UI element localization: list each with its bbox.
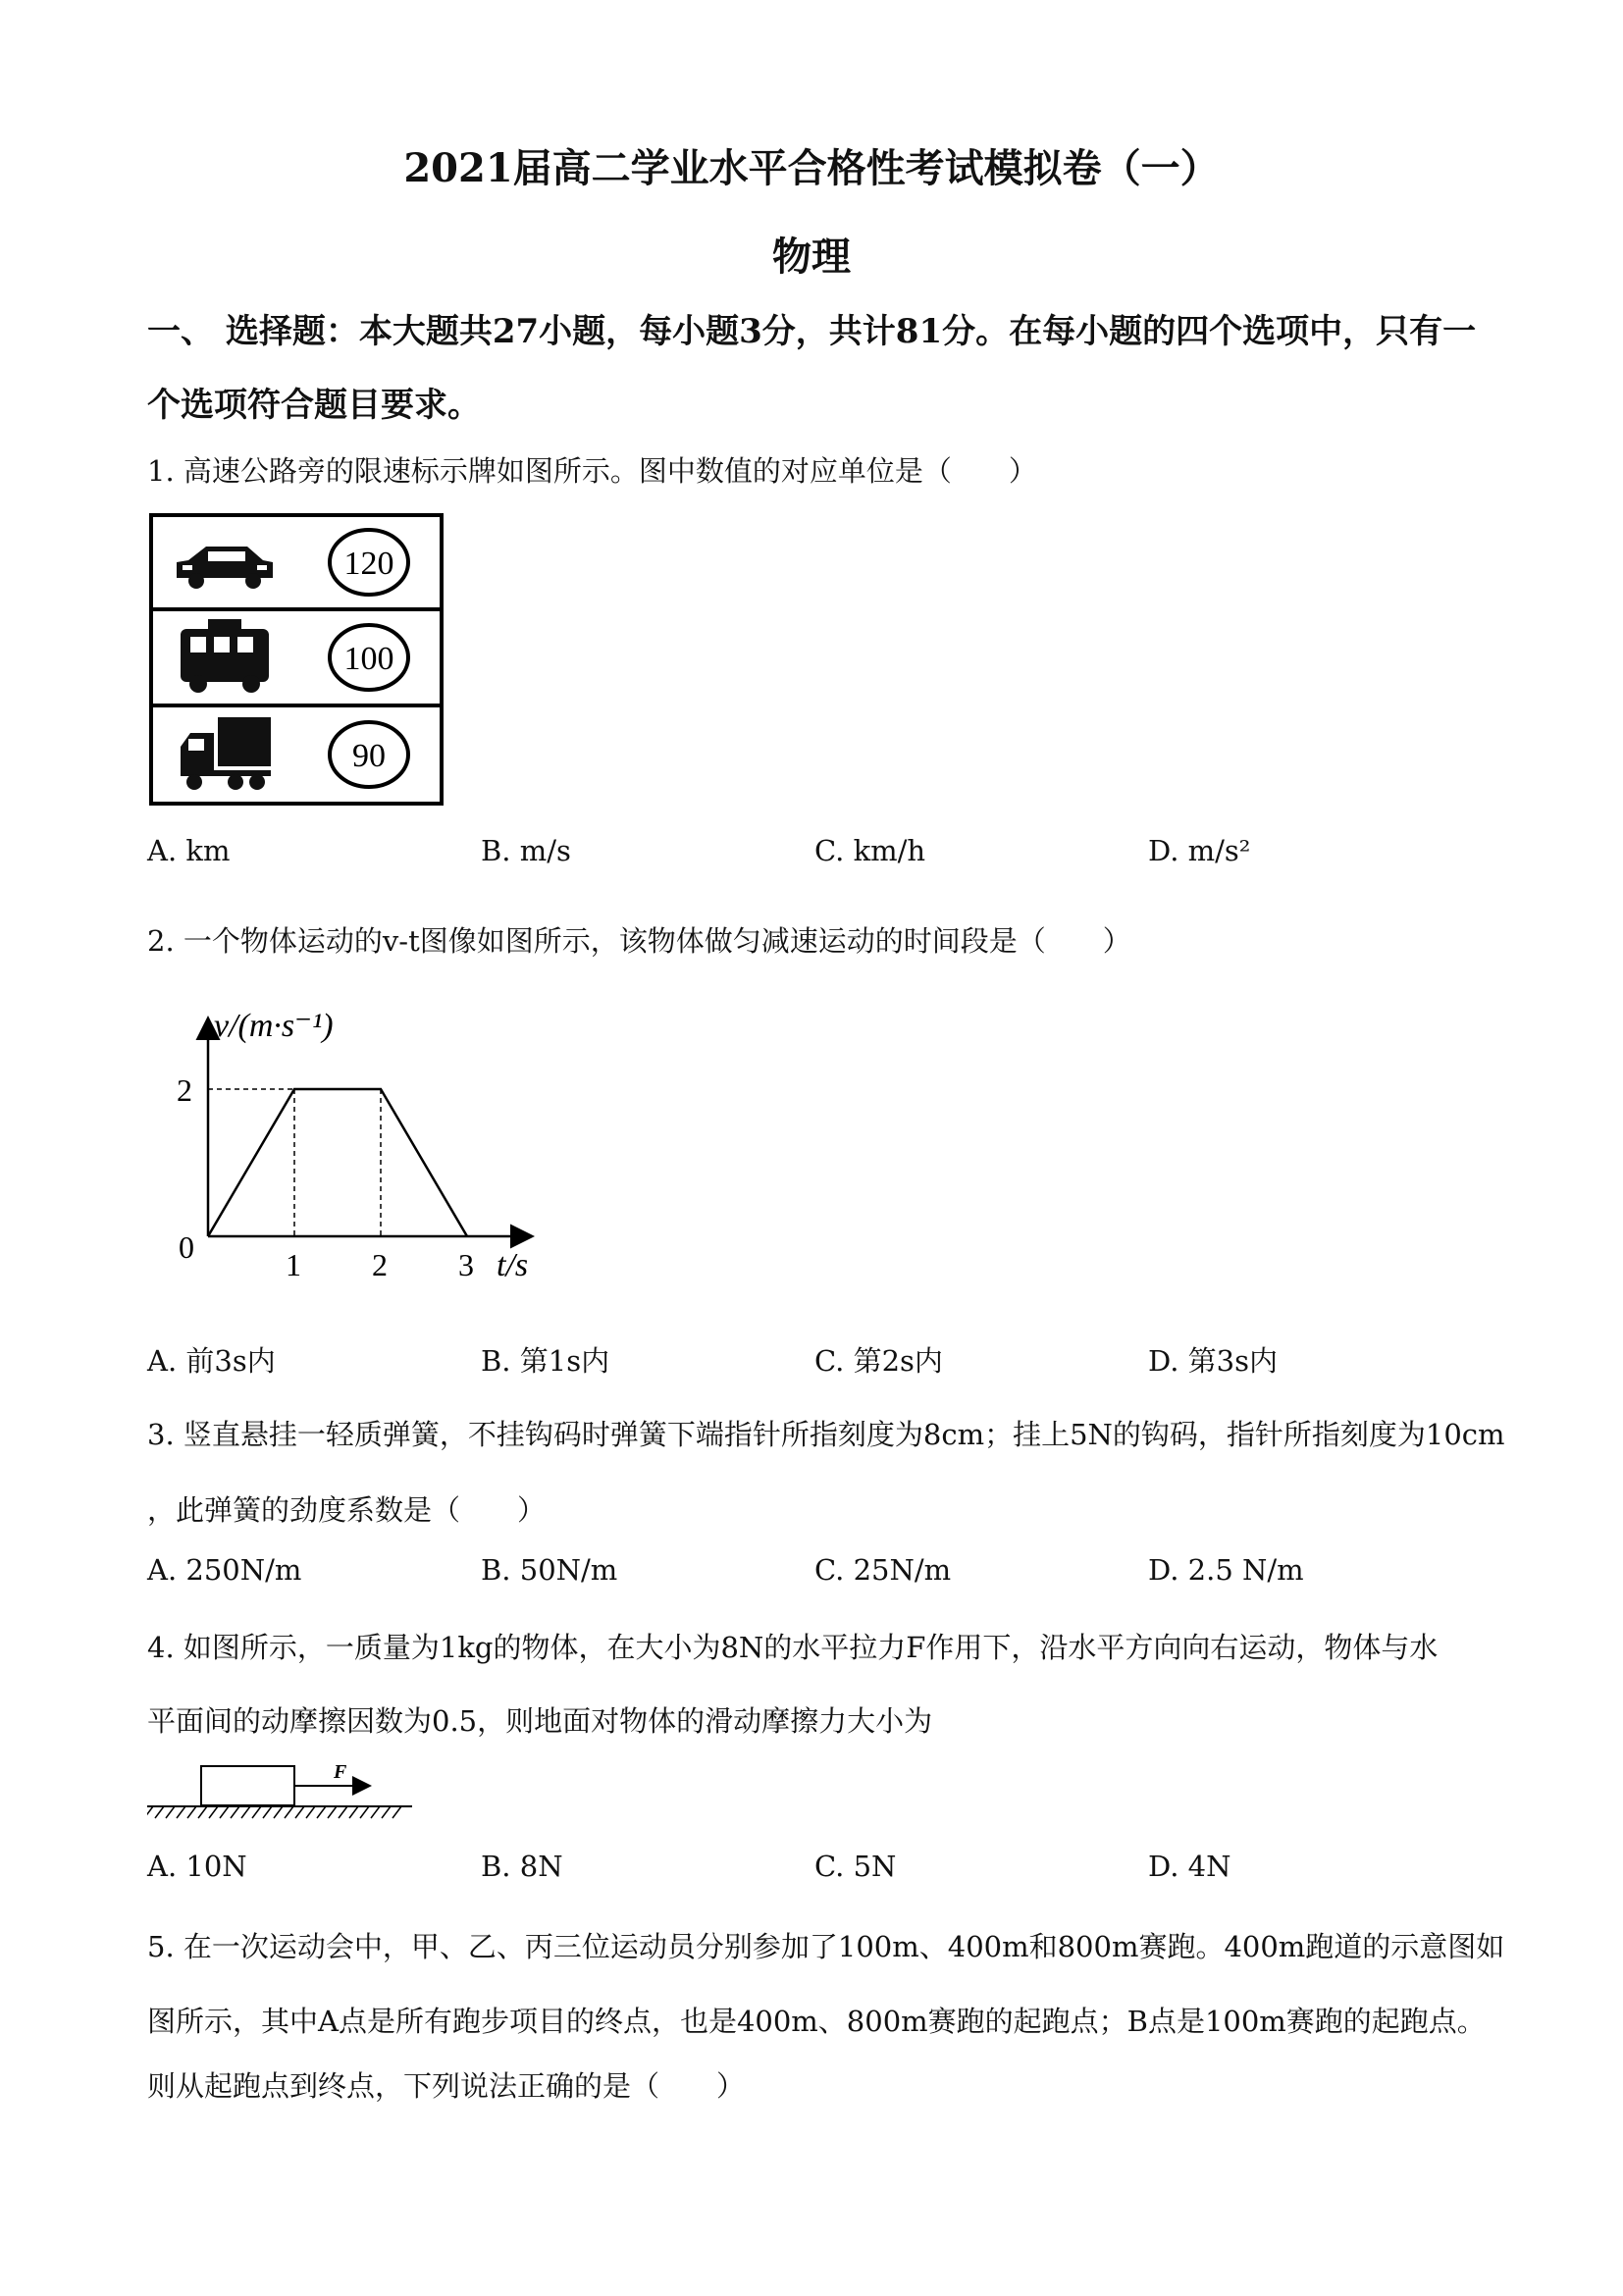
hatch-mark [339, 1806, 347, 1818]
question-3-line1: 3. 竖直悬挂一轻质弹簧，不挂钩码时弹簧下端指针所指刻度为8cm；挂上5N的钩码，指针所指刻度为10cm [147, 1418, 1505, 1451]
y-tick-label: 2 [177, 1072, 192, 1108]
q2-option-b[interactable]: B. 第1s内 [481, 1344, 610, 1378]
vt-chart [157, 1001, 569, 1295]
question-5-line2: 图所示，其中A点是所有跑步项目的终点，也是400m、800m赛跑的起跑点；B点是100m赛跑的起跑点。 [147, 2005, 1486, 2038]
hatch-mark [295, 1806, 304, 1818]
x-axis-label: t/s [497, 1247, 529, 1283]
hatch-mark [220, 1806, 229, 1818]
hatch-mark [155, 1806, 164, 1818]
block [201, 1766, 294, 1805]
question-4-line1: 4. 如图所示，一质量为1kg的物体，在大小为8N的水平拉力F作用下，沿水平方向向右运动，物体与水 [147, 1631, 1439, 1664]
q3-option-c[interactable]: C. 25N/m [814, 1553, 952, 1587]
hatch-mark [393, 1806, 401, 1818]
question-5-line1: 5. 在一次运动会中，甲、乙、丙三位运动员分别参加了100m、400m和800m赛跑。400m跑道的示意图如 [147, 1930, 1505, 1963]
hatch-mark [349, 1806, 358, 1818]
q2-option-c[interactable]: C. 第2s内 [814, 1344, 943, 1378]
hatch-mark [274, 1806, 283, 1818]
question-5-line3: 则从起跑点到终点，下列说法正确的是（ ） [147, 2069, 746, 2103]
q3-option-b[interactable]: B. 50N/m [481, 1553, 618, 1587]
ground-hatching [147, 1806, 401, 1818]
hatch-mark [209, 1806, 218, 1818]
force-label: F [334, 1761, 347, 1783]
x-tick-label: 1 [286, 1247, 301, 1282]
hatch-mark [285, 1806, 293, 1818]
speed-limit-90-text: 90 [352, 738, 386, 774]
section-heading-line2: 个选项符合题目要求。 [147, 386, 481, 425]
hatch-mark [317, 1806, 326, 1818]
hatch-mark [371, 1806, 380, 1818]
hatch-mark [306, 1806, 315, 1818]
question-2-text: 2. 一个物体运动的v-t图像如图所示，该物体做匀减速运动的时间段是（ ） [147, 924, 1131, 958]
q2-option-d[interactable]: D. 第3s内 [1148, 1344, 1278, 1378]
hatch-mark [198, 1806, 207, 1818]
bus-icon [181, 619, 269, 693]
q2-option-a[interactable]: A. 前3s内 [147, 1344, 276, 1378]
q4-option-c[interactable]: C. 5N [814, 1850, 897, 1883]
hatch-mark [147, 1806, 153, 1818]
vt-series-line [208, 1089, 467, 1236]
hatch-mark [328, 1806, 337, 1818]
question-1-text: 1. 高速公路旁的限速标示牌如图所示。图中数值的对应单位是（ ） [147, 454, 1037, 488]
page-title: 2021届高二学业水平合格性考试模拟卷（一） [403, 145, 1220, 191]
hatch-mark [252, 1806, 261, 1818]
origin-label: 0 [179, 1229, 194, 1265]
hatch-mark [231, 1806, 239, 1818]
y-axis-label: v/(m·s⁻¹) [214, 1008, 334, 1044]
x-tick-label: 2 [372, 1247, 388, 1282]
speed-limit-100-text: 100 [343, 641, 394, 677]
hatch-mark [177, 1806, 185, 1818]
q1-option-a[interactable]: A. km [147, 834, 231, 867]
question-3-line2: ，此弹簧的劲度系数是（ ） [147, 1493, 547, 1527]
speed-limit-120-text: 120 [343, 546, 394, 582]
hatch-mark [360, 1806, 369, 1818]
q3-option-d[interactable]: D. 2.5 N/m [1148, 1553, 1304, 1587]
q1-option-d[interactable]: D. m/s² [1148, 834, 1251, 867]
x-tick-label: 3 [458, 1247, 474, 1282]
subject-title: 物理 [772, 234, 851, 280]
hatch-mark [382, 1806, 391, 1818]
q4-option-a[interactable]: A. 10N [147, 1850, 247, 1883]
speed-limit-sign [149, 513, 444, 806]
hatch-mark [263, 1806, 272, 1818]
hatch-mark [166, 1806, 175, 1818]
hatch-mark [241, 1806, 250, 1818]
block-force-diagram [147, 1756, 412, 1825]
section-heading-line1: 一、 选择题：本大题共27小题，每小题3分，共计81分。在每小题的四个选项中，只有一 [147, 312, 1477, 351]
q1-option-b[interactable]: B. m/s [481, 834, 571, 867]
q1-option-c[interactable]: C. km/h [814, 834, 926, 867]
q3-option-a[interactable]: A. 250N/m [147, 1553, 302, 1587]
hatch-mark [187, 1806, 196, 1818]
question-4-line2: 平面间的动摩擦因数为0.5，则地面对物体的滑动摩擦力大小为 [147, 1704, 933, 1738]
q4-option-b[interactable]: B. 8N [481, 1850, 563, 1883]
q4-option-d[interactable]: D. 4N [1148, 1850, 1231, 1883]
